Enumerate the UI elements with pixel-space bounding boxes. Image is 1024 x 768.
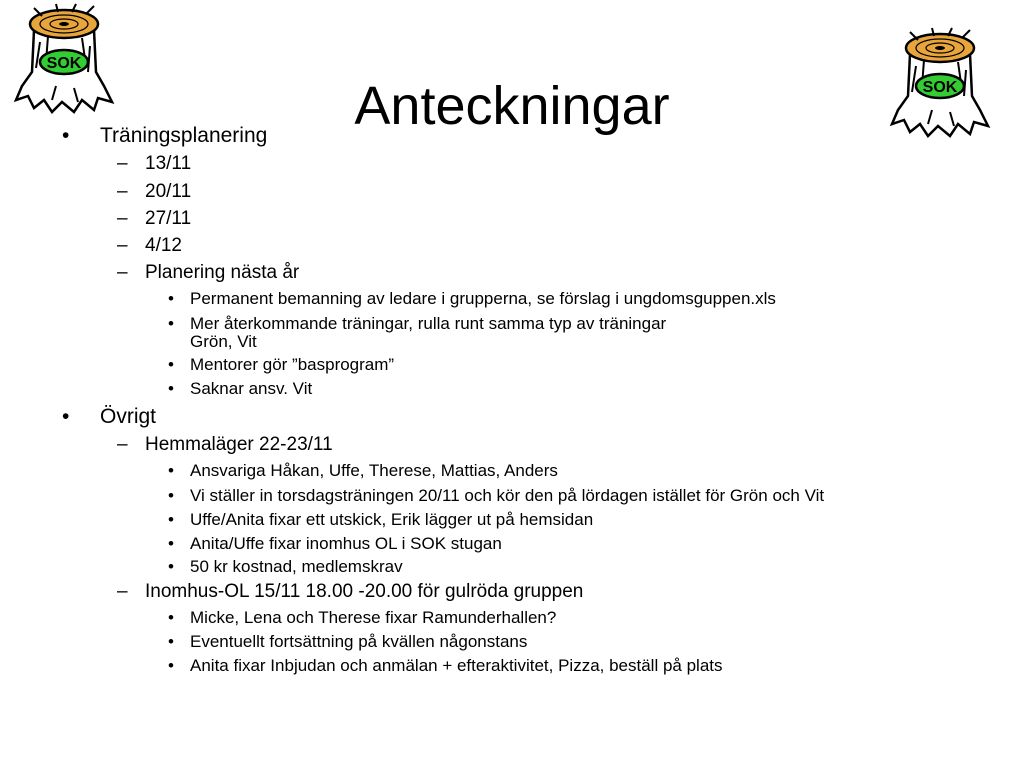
bullet-dot-icon: • [168, 289, 174, 308]
bullet-dot-icon: • [168, 314, 174, 333]
bullet-dot-icon: • [168, 510, 174, 529]
dash-bullet-icon: – [117, 208, 128, 229]
bullet-dot-icon: • [168, 632, 174, 651]
outline-item-level1: Träningsplanering [100, 124, 268, 147]
bullet-dot-icon: • [168, 557, 174, 576]
outline-item-level3: Mentorer gör ”basprogram” [190, 355, 395, 374]
logo-text: SOK [922, 79, 958, 96]
outline-item-level3: Permanent bemanning av ledare i grupperna, se förslag i ungdomsguppen.xls [190, 289, 776, 308]
outline-item-level1: Övrigt [100, 405, 157, 428]
outline-item-level3: Vi ställer in torsdagsträningen 20/11 och kör den på lördagen istället för Grön och Vit [190, 486, 825, 505]
outline-item-level2: 20/11 [145, 181, 192, 202]
outline-item-level3: Anita fixar Inbjudan och anmälan + efteraktivitet, Pizza, beställ på plats [190, 656, 723, 675]
outline-item-level3: Anita/Uffe fixar inomhus OL i SOK stugan [190, 534, 502, 553]
bullet-dot-icon: • [62, 405, 70, 428]
outline-item-level3: Eventuellt fortsättning på kvällen någonstans [190, 632, 528, 651]
outline-item-level2: Planering nästa år [145, 262, 300, 283]
outline-item-level3: Uffe/Anita fixar ett utskick, Erik lägger ut på hemsidan [190, 510, 594, 529]
outline-item-level2: 27/11 [145, 208, 192, 229]
bullet-dot-icon: • [168, 461, 174, 480]
dash-bullet-icon: – [117, 434, 128, 455]
outline-item-level3: Ansvariga Håkan, Uffe, Therese, Mattias, Anders [190, 461, 558, 480]
dash-bullet-icon: – [117, 262, 128, 283]
outline-item-level3: Micke, Lena och Therese fixar Ramunderhallen? [190, 608, 557, 627]
outline-item-level2: Inomhus-OL 15/11 18.00 -20.00 för gulröda gruppen [145, 581, 584, 602]
bullet-dot-icon: • [168, 486, 174, 505]
dash-bullet-icon: – [117, 153, 128, 174]
outline-item-level3: Saknar ansv. Vit [190, 379, 313, 398]
dash-bullet-icon: – [117, 235, 128, 256]
dash-bullet-icon: – [117, 181, 128, 202]
outline-item-level2: 4/12 [145, 235, 182, 256]
outline-item-level2: Hemmaläger 22-23/11 [145, 434, 333, 455]
bullet-dot-icon: • [168, 355, 174, 374]
bullet-dot-icon: • [168, 656, 174, 675]
outline-item-level3-continuation: Grön, Vit [190, 332, 257, 351]
slide-title: Anteckningar [354, 76, 670, 137]
outline-item-level3: Mer återkommande träningar, rulla runt samma typ av träningar [190, 314, 667, 333]
outline-item-level3: 50 kr kostnad, medlemskrav [190, 557, 403, 576]
dash-bullet-icon: – [117, 581, 128, 602]
bullet-dot-icon: • [168, 608, 174, 627]
logo-text: SOK [46, 55, 82, 72]
bullet-dot-icon: • [168, 379, 174, 398]
bullet-dot-icon: • [62, 124, 70, 147]
outline-item-level2: 13/11 [145, 153, 192, 174]
bullet-dot-icon: • [168, 534, 174, 553]
